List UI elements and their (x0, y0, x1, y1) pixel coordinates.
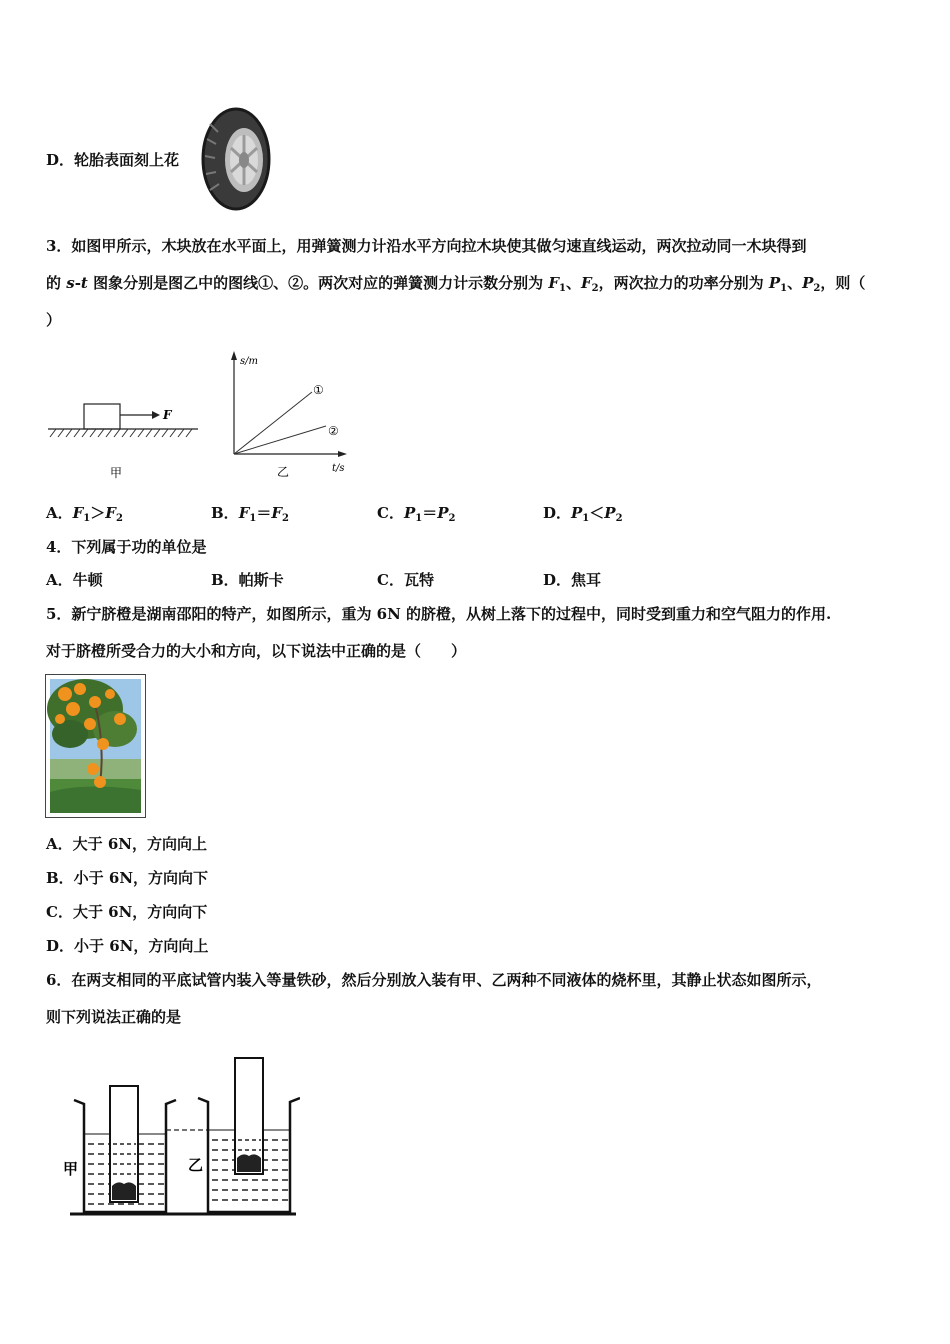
q3-stem-line1: 3．如图甲所示，木块放在水平面上，用弹簧测力计沿水平方向拉木块使其做匀速直线运动，两次拉动同一木块得到 (46, 237, 807, 255)
q3-stem-line3: ） (46, 311, 62, 329)
svg-text:乙: 乙 (188, 1156, 204, 1174)
q3-option-d: D．$P_1<P_2$ (543, 504, 623, 524)
q4-option-c: C．瓦特 (377, 571, 434, 589)
q5-stem-line2: 对于脐橙所受合力的大小和方向，以下说法中正确的是（ ） (46, 642, 467, 660)
q3-figure-yi (222, 348, 352, 480)
q5-option-a: A．大于 6N，方向向上 (46, 835, 208, 853)
tire-image (196, 104, 276, 212)
q6-stem-line2: 则下列说法正确的是 (46, 1008, 182, 1026)
q3-option-c: C．$P_1=P_2$ (377, 504, 456, 524)
q5-option-c: C．大于 6N，方向向下 (46, 903, 208, 921)
svg-text:t/s: t/s (332, 463, 345, 474)
svg-text:乙: 乙 (277, 465, 290, 479)
svg-text:s/m: s/m (240, 356, 258, 367)
q6-figure-beakers (60, 1052, 300, 1226)
q3-option-a: A．$F_1>F_2$ (46, 504, 123, 524)
q3-stem-line2: 的 s-t 图象分别是图乙中的图线①、②。两次对应的弹簧测力计示数分别为 $F_1$、$F_2$，两次拉力的功率分别为 $P_1$、$P_2$，则（ (46, 274, 866, 294)
svg-text:①: ① (313, 383, 324, 397)
q2-option-d: D．轮胎表面刻上花 (46, 151, 180, 169)
svg-text:②: ② (328, 424, 339, 438)
q6-stem-line1: 6．在两支相同的平底试管内装入等量铁砂，然后分别放入装有甲、乙两种不同液体的烧杯里，其静止状态如图所示， (46, 971, 822, 989)
q4-option-a: A．牛顿 (46, 571, 103, 589)
q4-option-d: D．焦耳 (543, 571, 602, 589)
q3-figure-jia (44, 395, 204, 485)
q5-option-d: D．小于 6N，方向向上 (46, 937, 209, 955)
svg-text:甲: 甲 (63, 1160, 79, 1178)
svg-text:F: F (163, 408, 172, 422)
svg-text:甲: 甲 (110, 466, 123, 480)
q4-stem: 4．下列属于功的单位是 (46, 538, 207, 556)
q5-option-b: B．小于 6N，方向向下 (46, 869, 209, 887)
q4-option-b: B．帕斯卡 (211, 571, 284, 589)
q5-stem-line1: 5．新宁脐橙是湖南邵阳的特产，如图所示，重为 6N 的脐橙，从树上落下的过程中，同时受到重力和空气阻力的作用. (46, 605, 832, 623)
q3-option-b: B．$F_1=F_2$ (211, 504, 289, 524)
orange-tree-photo (45, 674, 146, 818)
